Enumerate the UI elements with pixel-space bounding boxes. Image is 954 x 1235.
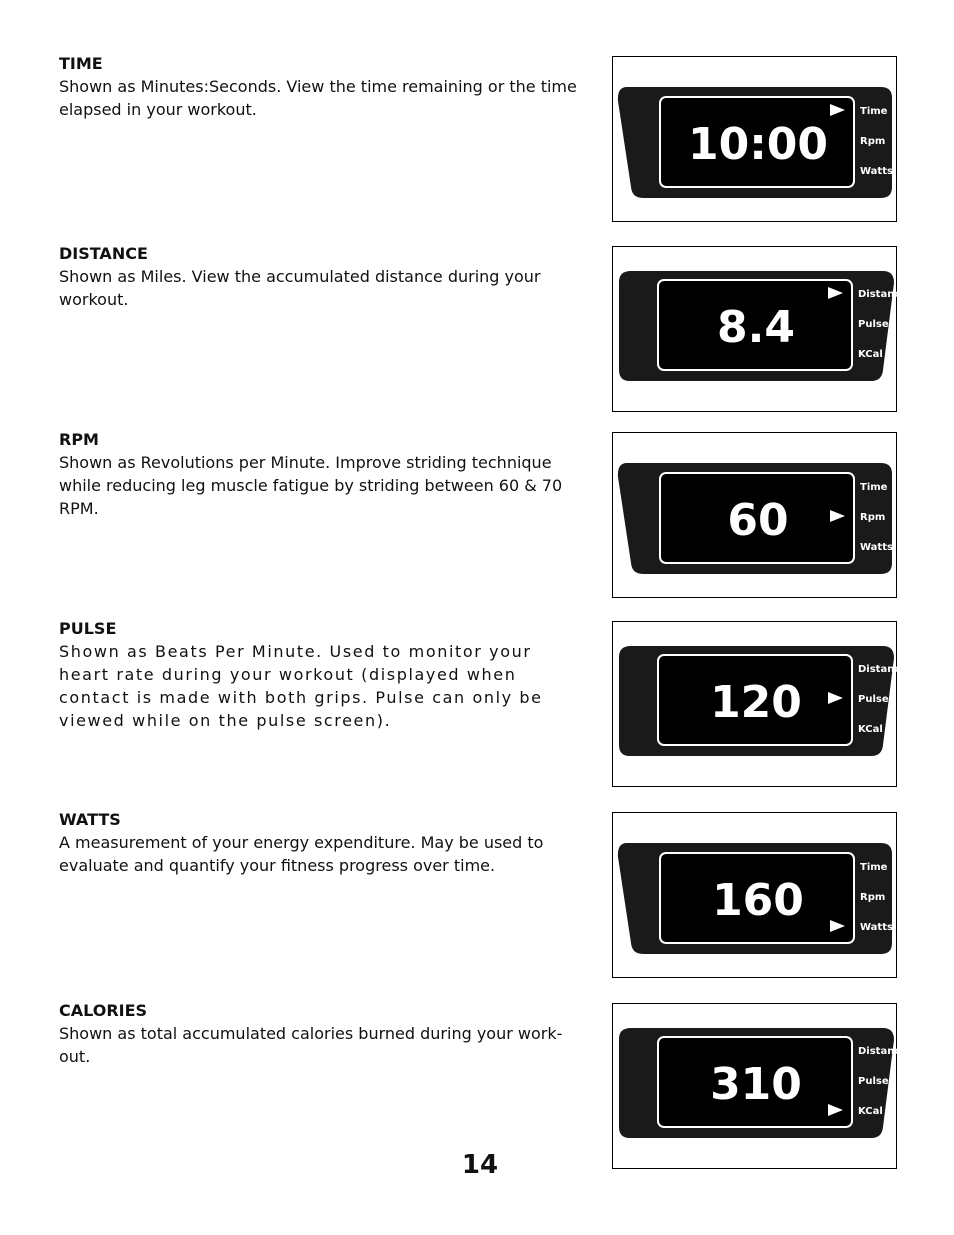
console-display-pulse (612, 621, 908, 787)
section-heading: PULSE (59, 619, 117, 638)
lcd-label: Distance (858, 289, 908, 300)
section-time (59, 53, 579, 121)
lcd-label: Watts (860, 922, 893, 933)
lcd-label: KCal (858, 349, 883, 360)
lcd-label: Time (860, 482, 888, 493)
lcd-value: 120 (710, 677, 802, 728)
section-description: A measurement of your energy expenditure. May be used to evaluate and quantify your fitness progress over time. (59, 833, 544, 875)
section-pulse (59, 618, 584, 732)
lcd-label: Distance (858, 1046, 908, 1057)
section-calories (59, 1000, 579, 1068)
lcd-label: KCal (858, 1106, 883, 1117)
lcd-label: Pulse (858, 1076, 889, 1087)
lcd-label: Pulse (858, 319, 889, 330)
lcd-label: KCal (858, 724, 883, 735)
lcd-value: 160 (712, 875, 804, 926)
lcd-value: 10:00 (687, 119, 829, 170)
lcd-label: Time (860, 862, 888, 873)
section-distance (59, 243, 579, 311)
section-heading: DISTANCE (59, 244, 148, 263)
section-description: Shown as total accumulated calories burned during your work-out. (59, 1024, 563, 1066)
lcd-label: Distance (858, 664, 908, 675)
section-description: Shown as Miles. View the accumulated distance during your workout. (59, 267, 541, 309)
console-display-rpm (612, 432, 897, 598)
lcd-label: Watts (860, 166, 893, 177)
lcd-label: Rpm (860, 136, 886, 147)
lcd-value: 310 (710, 1059, 802, 1110)
section-heading: TIME (59, 54, 103, 73)
lcd-label: Rpm (860, 512, 886, 523)
section-watts (59, 809, 579, 877)
lcd-label: Rpm (860, 892, 886, 903)
console-display-watts (612, 812, 897, 978)
lcd-value: 8.4 (717, 302, 795, 353)
console-display-distance (612, 246, 908, 412)
section-heading: CALORIES (59, 1001, 148, 1020)
page-number: 14 (461, 1150, 499, 1180)
section-description: Shown as Revolutions per Minute. Improve striding technique while reducing leg muscle fatigue by striding between 60 & 70 RPM. (59, 453, 563, 518)
console-display-calories (612, 1003, 908, 1169)
lcd-label: Pulse (858, 694, 889, 705)
section-heading: RPM (59, 430, 99, 449)
section-heading: WATTS (59, 810, 121, 829)
console-display-time (612, 56, 897, 222)
lcd-value: 60 (727, 495, 789, 546)
section-description: Shown as Beats Per Minute. Used to monitor your heart rate during your workout (displayed when contact is made with both grips. Pulse can only be viewed while on the pulse screen). (59, 642, 543, 730)
section-rpm (59, 429, 579, 520)
lcd-label: Watts (860, 542, 893, 553)
lcd-label: Time (860, 106, 888, 117)
section-description: Shown as Minutes:Seconds. View the time remaining or the time elapsed in your workout. (59, 77, 577, 119)
